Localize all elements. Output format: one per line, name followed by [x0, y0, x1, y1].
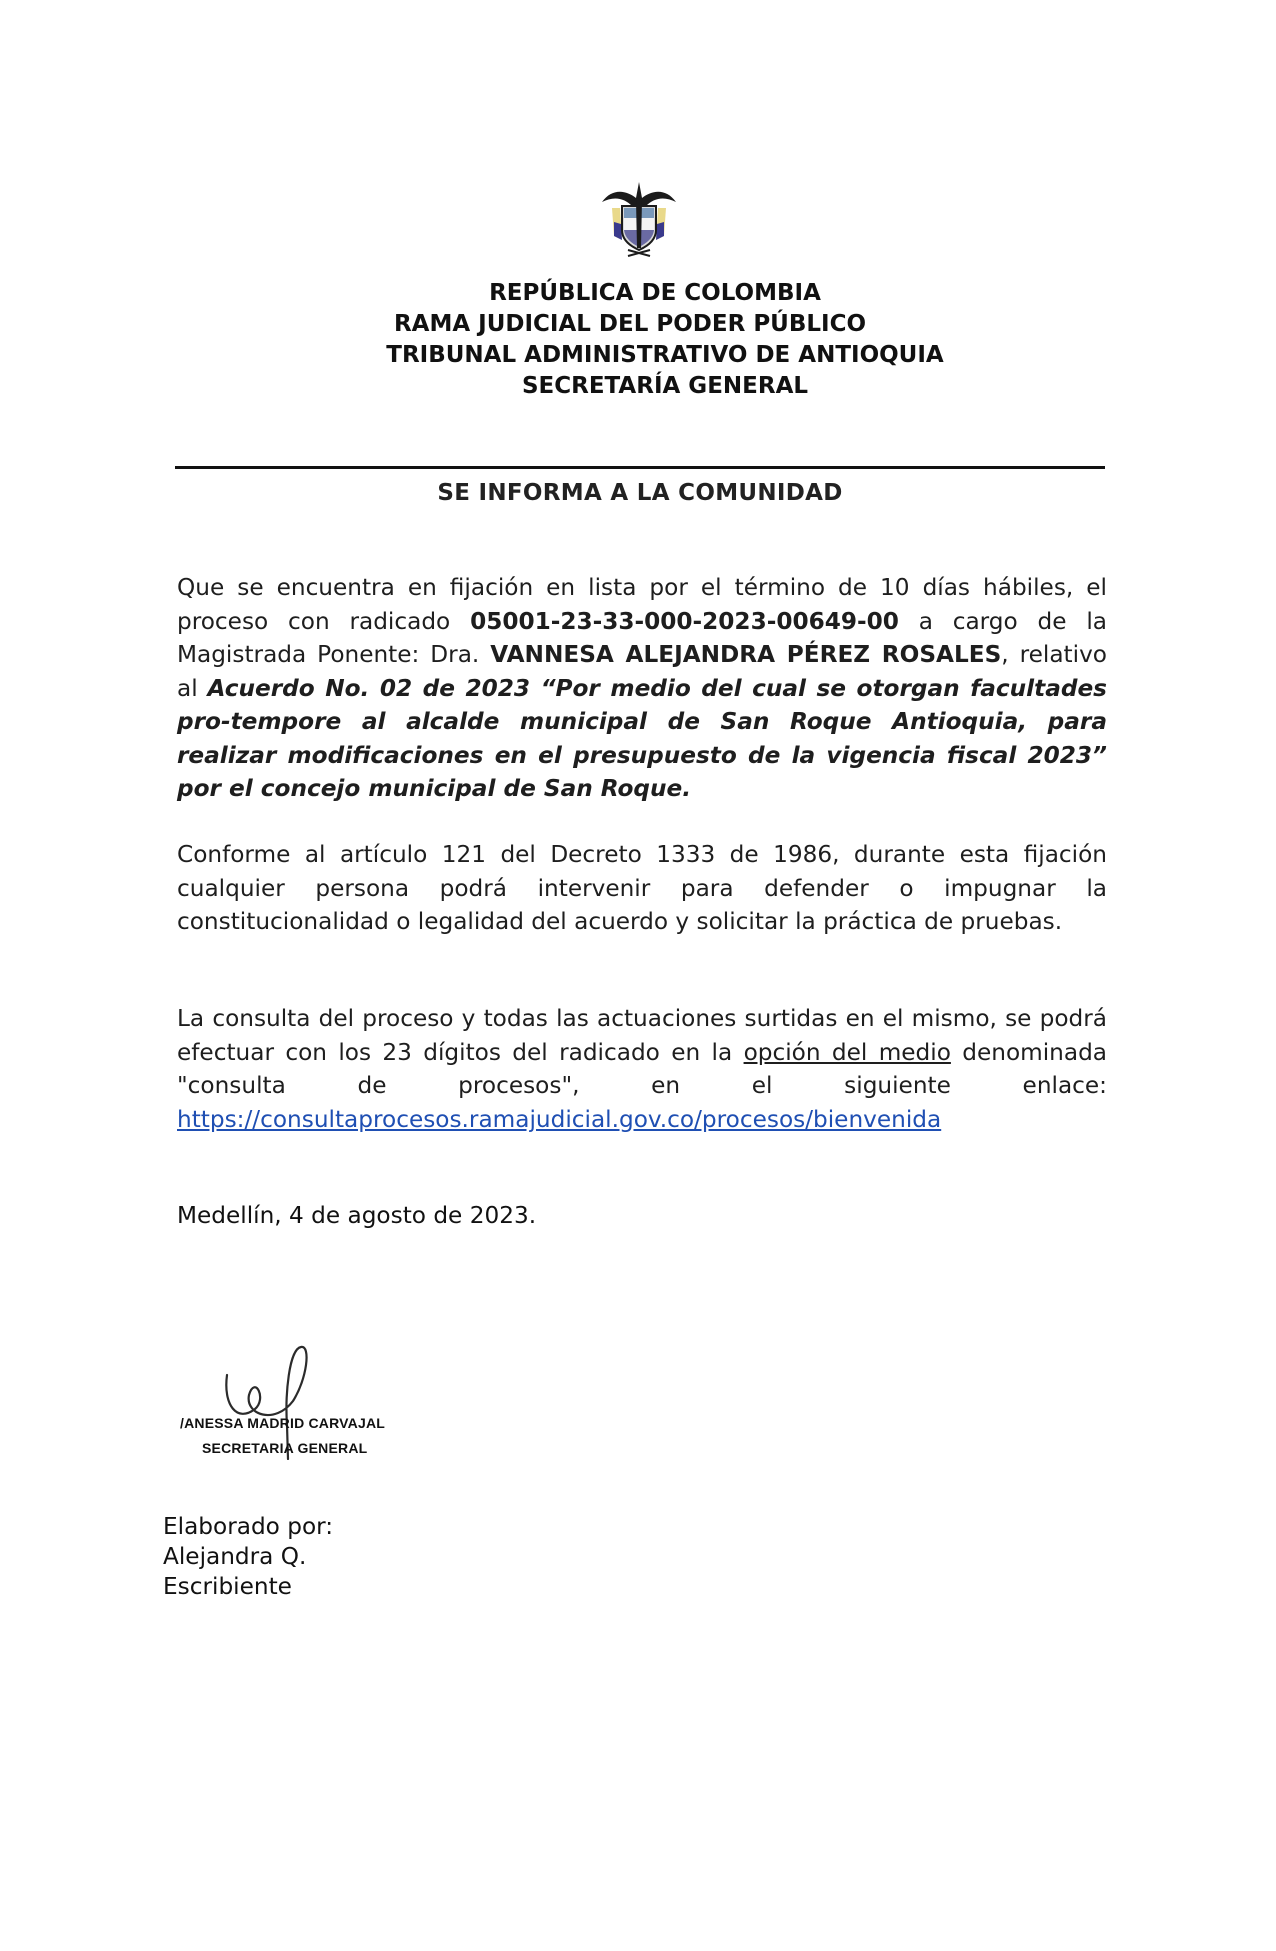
header-rama-judicial: RAMA JUDICIAL DEL PODER PÚBLICO — [393, 311, 867, 337]
paragraph-text: a cargo de la Magistrada Ponente: Dra. — [177, 607, 1107, 668]
header-divider — [175, 466, 1105, 469]
header-secretaria: SECRETARÍA GENERAL — [521, 373, 809, 399]
coat-of-arms-icon — [598, 178, 680, 260]
acuerdo-title: Acuerdo No. 02 de 2023 “Por medio del cual se otorgan facultades pro-tempore al alcalde municipal de San Roque Antioquia, para realizar modificaciones en el presupuesto de la vigencia fiscal 2023” por el concejo municipal de San Roque. — [177, 674, 1107, 802]
paragraph-consulta — [177, 1002, 1107, 1136]
radicado-number: 05001-23-33-000-2023-00649-00 — [470, 607, 899, 635]
magistrada-name: VANNESA ALEJANDRA PÉREZ ROSALES — [490, 641, 1002, 668]
footer-role: Escribiente — [163, 1573, 292, 1600]
paragraph-conforme: Conforme al artículo 121 del Decreto 1333 de 1986, durante esta fijación cualquier persona podrá intervenir para defender o impugnar la constitucionalidad o legalidad del acuerdo y solicitar la práctica de pruebas. — [177, 841, 1107, 935]
consulta-procesos-link[interactable]: https://consultaprocesos.ramajudicial.gov.co/procesos/bienvenida — [177, 1105, 942, 1133]
paragraph-text: La consulta del proceso y todas las actuaciones surtidas en el mismo, se podrá efectuar con los 23 dígitos del radicado en la — [177, 1005, 1107, 1066]
notice-title: SE INFORMA A LA COMUNIDAD — [437, 480, 843, 506]
footer-label: Elaborado por: — [163, 1513, 334, 1540]
paragraph-text: , relativo al — [177, 641, 1107, 702]
signer-role: SECRETARIA GENERAL — [202, 1440, 368, 1456]
footer-author: Alejandra Q. — [163, 1543, 307, 1570]
paragraph-text: Que se encuentra en fijación en lista por el término de 10 días hábiles, el proceso con radicado — [177, 574, 1107, 635]
header-republic: REPÚBLICA DE COLOMBIA — [489, 280, 821, 306]
date-line: Medellín, 4 de agosto de 2023. — [177, 1202, 537, 1229]
paragraph-text: denominada "consulta de procesos", en el siguiente enlace: — [177, 1038, 1107, 1099]
footer-elaborado — [163, 1512, 333, 1602]
signer-name: /ANESSA MADRID CARVAJAL — [180, 1415, 386, 1431]
paragraph-fijacion — [177, 571, 1107, 806]
header-tribunal: TRIBUNAL ADMINISTRATIVO DE ANTIOQUIA — [386, 342, 944, 368]
underlined-text: opción del medio — [743, 1038, 951, 1066]
